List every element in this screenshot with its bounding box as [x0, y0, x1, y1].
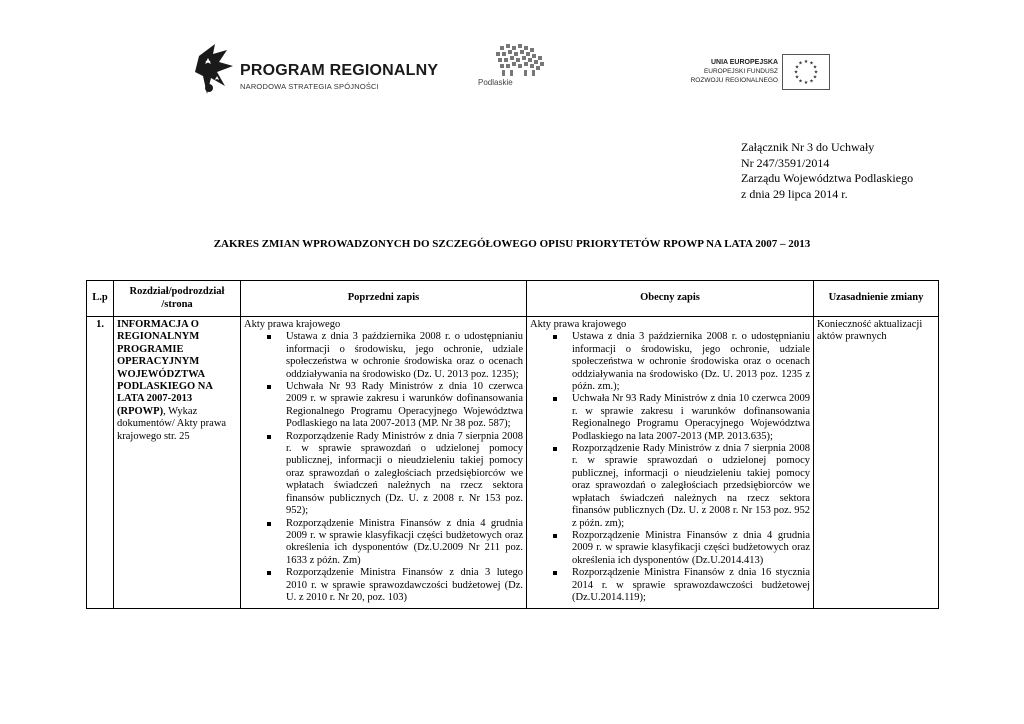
eu-logo-line3: ROZWOJU REGIONALNEGO [690, 77, 778, 84]
podlaskie-logo [478, 44, 548, 90]
annex-line1: Załącznik Nr 3 do Uchwały [741, 140, 875, 154]
bullet-icon [267, 522, 271, 526]
header-current: Obecny zapis [527, 281, 814, 317]
annex-reference [741, 140, 913, 202]
eu-logo-text [691, 58, 778, 85]
header-previous: Poprzedni zapis [241, 281, 527, 317]
list-item-text: Rozporządzenie Rady Ministrów z dnia 7 sierpnia 2008 r. w sprawie sprawozdań o udzielonej pomocy publicznej, informacji o nieudzieleniu takiej pomocy oraz sprawozdań o zaległościach przedsiębiorców we wpłatach świadczeń należnych na rzecz sektora finansów publicznych (Dz. U. z 2008 r. Nr 153 poz. 952 z późn. zm); [572, 443, 810, 529]
svg-text:★: ★ [812, 74, 818, 81]
list-item-text: Rozporządzenie Ministra Finansów z dnia 4 grudnia 2009 r. w sprawie klasyfikacji części budżetowych oraz określenia ich dysponentów (Dz.U.2014.413) [572, 529, 810, 566]
bullet-icon [553, 534, 557, 538]
eu-logo-line2: EUROPEJSKI FUNDUSZ [703, 68, 778, 75]
list-item [530, 393, 810, 443]
svg-text:★: ★ [803, 80, 809, 86]
table-header-row [87, 281, 939, 317]
section-detail: , Wykaz dokumentów/ Akty prawa krajowego str. 25 [117, 405, 227, 442]
list-item [244, 381, 523, 431]
svg-text:★: ★ [809, 60, 814, 67]
bison-icon [496, 44, 546, 80]
table-row [87, 317, 939, 609]
changes-table [86, 280, 939, 609]
svg-text:★: ★ [809, 78, 814, 85]
svg-text:★: ★ [793, 69, 799, 76]
annex-line3: Zarządu Województwa Podlaskiego [741, 171, 914, 185]
bullet-icon [553, 397, 557, 401]
list-item [244, 431, 523, 518]
bullet-icon [553, 335, 557, 339]
svg-text:★: ★ [794, 74, 800, 81]
row-justification: Konieczność aktualizacji aktów prawnych [814, 317, 939, 609]
list-item [244, 567, 523, 604]
list-item-text: Uchwała Nr 93 Rady Ministrów z dnia 10 czerwca 2009 r. w sprawie zakresu i warunków dofinansowania Regionalnego Programu Operacyjnego Województwa Podlaskiego na lata 2007-2013 (MP. Nr 38 poz. 587); [286, 381, 523, 430]
svg-text:★: ★ [803, 59, 809, 65]
list-item [530, 530, 810, 567]
list-item-text: Rozporządzenie Ministra Finansów z dnia 3 lutego 2010 r. w sprawie sprawozdawczości budżetowej (Dz. U. z 2010 r. Nr 20, poz. 103) [286, 567, 523, 603]
podlaskie-label: Podlaskie [478, 78, 513, 87]
bullet-icon [267, 435, 271, 439]
list-item [530, 443, 810, 530]
previous-acts-header: Akty prawa krajowego [244, 319, 341, 330]
annex-line4: z dnia 29 lipca 2014 r. [741, 186, 848, 201]
list-item [244, 518, 523, 568]
bullet-icon [267, 335, 271, 339]
program-regionalny-logo [195, 42, 439, 100]
bullet-icon [267, 571, 271, 575]
list-item-text: Uchwała Nr 93 Rady Ministrów z dnia 10 czerwca 2009 r. w sprawie zakresu i warunków dofinansowania Regionalnego Programu Operacyjnego Województwa Podlaskiego na lata 2007-2013 (MP. 2013.635); [572, 393, 810, 442]
row-current [527, 317, 814, 609]
previous-acts-list [244, 331, 523, 604]
header-justification: Uzasadnienie zmiany [814, 281, 939, 317]
bullet-icon [267, 385, 271, 389]
list-item [530, 567, 810, 604]
list-item-text: Ustawa z dnia 3 października 2008 r. o udostępnianiu informacji o środowisku, jego ochronie, udziale społeczeństwa w ochronie środowiska oraz o ocenach oddziaływania na środowisko (Dz. U. 2013 poz. 1235); [286, 331, 523, 380]
annex-line2: Nr 247/3591/2014 [741, 155, 830, 170]
svg-text:★: ★ [798, 60, 803, 67]
current-acts-header: Akty prawa krajowego [530, 319, 627, 330]
program-regionalny-title: PROGRAM REGIONALNY [240, 62, 439, 79]
program-regionalny-subtitle: NARODOWA STRATEGIA SPÓJNOŚCI [240, 82, 379, 91]
logo-header [0, 0, 1024, 110]
current-acts-list [530, 331, 810, 604]
svg-text:★: ★ [812, 64, 818, 71]
svg-text:★: ★ [794, 64, 800, 71]
svg-text:★: ★ [798, 78, 803, 85]
row-section [114, 317, 241, 609]
section-title: INFORMACJA O REGIONALNYM PROGRAMIE OPERACYJNYM WOJEWÓDZTWA PODLASKIEGO NA LATA 2007-2013 (RPOWP) [117, 319, 213, 417]
document-title: ZAKRES ZMIAN WPROWADZONYCH DO SZCZEGÓŁOWEGO OPISU PRIORYTETÓW RPOWP NA LATA 2007 – 2013 [213, 238, 811, 250]
list-item-text: Rozporządzenie Ministra Finansów z dnia 16 stycznia 2014 r. w sprawie sprawozdawczości budżetowej (Dz.U.2014.119); [572, 567, 810, 603]
list-item-text: Rozporządzenie Rady Ministrów z dnia 7 sierpnia 2008 r. w sprawie sprawozdań o udzielonej pomocy publicznej, informacji o nieudzieleniu takiej pomocy oraz sprawozdań o zaległościach przedsiębiorców we wpłatach świadczeń należnych na rzecz sektora finansów publicznych (Dz. U. z 2008 r. Nr 153 poz. 952); [286, 430, 523, 517]
list-item [530, 331, 810, 393]
list-item [244, 331, 523, 381]
list-item-text: Ustawa z dnia 3 października 2008 r. o udostępnianiu informacji o środowisku, jego ochronie, udziale społeczeństwa w ochronie środowiska oraz o ocenach oddziaływania na środowisko (Dz. U. 2013 poz. 1235 z późn. zm.); [572, 331, 810, 393]
bullet-icon [553, 447, 557, 451]
program-regionalny-emblem-icon [195, 42, 237, 100]
header-section: Rozdział/podrozdział /strona [114, 281, 241, 317]
bullet-icon [553, 571, 557, 575]
row-previous [241, 317, 527, 609]
eu-logo [680, 54, 840, 94]
list-item-text: Rozporządzenie Ministra Finansów z dnia 4 grudnia 2009 r. w sprawie klasyfikacji części budżetowych oraz określenia ich dysponentów (Dz.U.2009 Nr 211 poz. 1633 z późn. Zm) [286, 517, 523, 566]
svg-text:★: ★ [813, 69, 819, 76]
eu-flag-icon [782, 54, 830, 90]
row-lp: 1. [87, 317, 114, 609]
eu-logo-line1: UNIA EUROPEJSKA [710, 59, 778, 66]
header-lp: L.p [87, 281, 114, 317]
